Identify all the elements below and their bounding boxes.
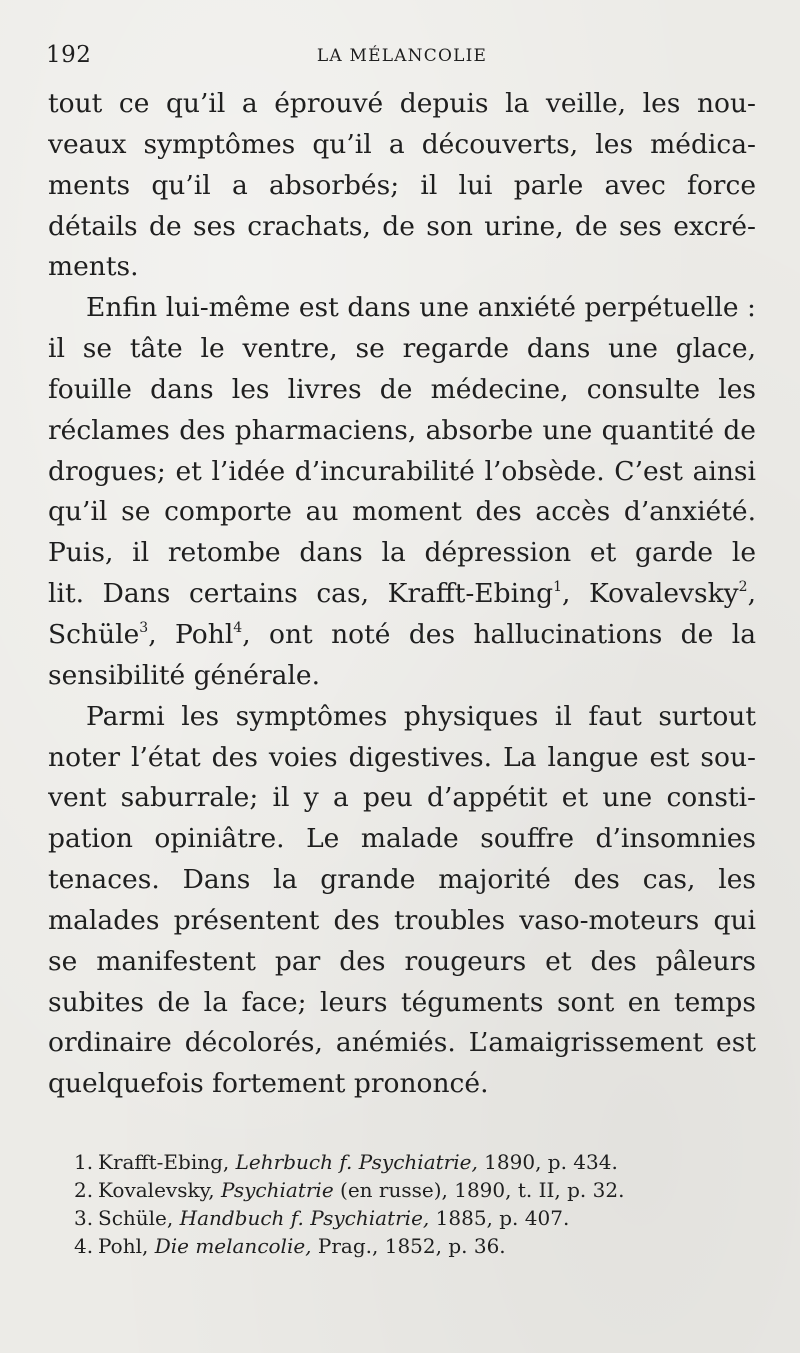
- text-line: il se tâte le ventre, se regarde dans une glace,: [48, 333, 756, 365]
- footnote-details: 1885, p. 407.: [435, 1206, 570, 1230]
- line-text: ,: [747, 578, 756, 610]
- line-text: Schüle: [48, 618, 140, 650]
- text-line: Parmi les symptômes physiques il faut surtout: [86, 700, 756, 732]
- footnote-author: Kovalevsky,: [98, 1178, 215, 1202]
- line-text: , Kovalevsky: [562, 578, 739, 610]
- text-line: ordinaire décolorés, anémiés. L’amaigrissement est: [48, 1027, 756, 1059]
- text-line: ments.: [48, 251, 139, 283]
- text-line: se manifestent par des rougeurs et des pâleurs: [48, 945, 756, 977]
- footnote-author: Pohl,: [98, 1234, 149, 1258]
- footnote-details: 1890, p. 434.: [484, 1150, 618, 1174]
- text-line: quelquefois fortement prononcé.: [48, 1068, 489, 1100]
- running-head: [46, 40, 758, 70]
- text-line: Enfin lui-même est dans une anxiété perpétuelle :: [86, 292, 756, 324]
- text-line: ments qu’il a absorbés; il lui parle avec force: [48, 169, 756, 201]
- text-line: détails de ses crachats, de son urine, de ses excré-: [48, 210, 756, 242]
- line-text: , Pohl: [148, 618, 234, 650]
- paragraph-2: [48, 288, 756, 696]
- text-line: malades présentent des troubles vaso-moteurs qui: [48, 904, 756, 936]
- text-line: Puis, il retombe dans la dépression et garde le: [48, 537, 756, 569]
- footnote-2: [74, 1176, 754, 1204]
- footnote-number: 4.: [74, 1234, 94, 1258]
- body-text: [48, 84, 756, 1105]
- footnote-number: 3.: [74, 1206, 94, 1230]
- text-line: fouille dans les livres de médecine, consulte les: [48, 373, 756, 405]
- running-title: LA MÉLANCOLIE: [316, 46, 488, 66]
- footnote-title: Psychiatrie: [220, 1178, 334, 1202]
- footnote-1: [74, 1148, 754, 1176]
- text-line: sensibilité générale.: [48, 659, 321, 691]
- footnote-number: 1.: [74, 1150, 94, 1174]
- footnote-title: Handbuch f. Psychiatrie,: [179, 1206, 430, 1230]
- text-line: subites de la face; leurs téguments sont en temps: [48, 986, 756, 1018]
- footnote-title: Die melancolie,: [154, 1234, 312, 1258]
- text-line: tout ce qu’il a éprouvé depuis la veille, les nou-: [48, 88, 756, 119]
- footnote-4: [74, 1232, 754, 1260]
- text-line-with-citations: [48, 574, 756, 615]
- footnote-marker: 2: [738, 579, 748, 596]
- footnote-author: Schüle,: [98, 1206, 174, 1230]
- footnote-title: Lehrbuch f. Psychiatrie,: [235, 1150, 478, 1174]
- footnote-author: Krafft-Ebing,: [98, 1150, 230, 1174]
- footnote-marker: 3: [139, 619, 149, 636]
- text-line: tenaces. Dans la grande majorité des cas, les: [48, 864, 756, 896]
- footnote-details: Prag., 1852, p. 36.: [317, 1234, 506, 1258]
- footnote-details: (en russe), 1890, t. II, p. 32.: [340, 1178, 625, 1202]
- text-line: réclames des pharmaciens, absorbe une quantité de: [48, 414, 756, 446]
- paragraph-1: [48, 84, 756, 288]
- text-line: drogues; et l’idée d’incurabilité l’obsède. C’est ainsi: [48, 455, 756, 487]
- text-line-with-citations: [48, 615, 756, 656]
- line-text: lit. Dans certains cas, Krafft-Ebing: [48, 578, 554, 610]
- footnote-3: [74, 1204, 754, 1232]
- line-text: , ont noté des hallucinations de la: [242, 618, 756, 650]
- text-line: veaux symptômes qu’il a découverts, les médica-: [48, 128, 756, 160]
- paragraph-3: [48, 697, 756, 1105]
- text-line: vent saburrale; il y a peu d’appétit et une consti-: [48, 782, 756, 814]
- footnote-number: 2.: [74, 1178, 94, 1202]
- text-line: pation opiniâtre. Le malade souffre d’insomnies: [48, 823, 756, 855]
- footnote-marker: 1: [553, 579, 563, 596]
- text-line: noter l’état des voies digestives. La langue est sou-: [48, 741, 756, 773]
- page-number: 192: [46, 42, 92, 68]
- footnote-marker: 4: [233, 619, 243, 636]
- footnotes: [74, 1148, 754, 1260]
- text-line: qu’il se comporte au moment des accès d’anxiété.: [48, 496, 756, 528]
